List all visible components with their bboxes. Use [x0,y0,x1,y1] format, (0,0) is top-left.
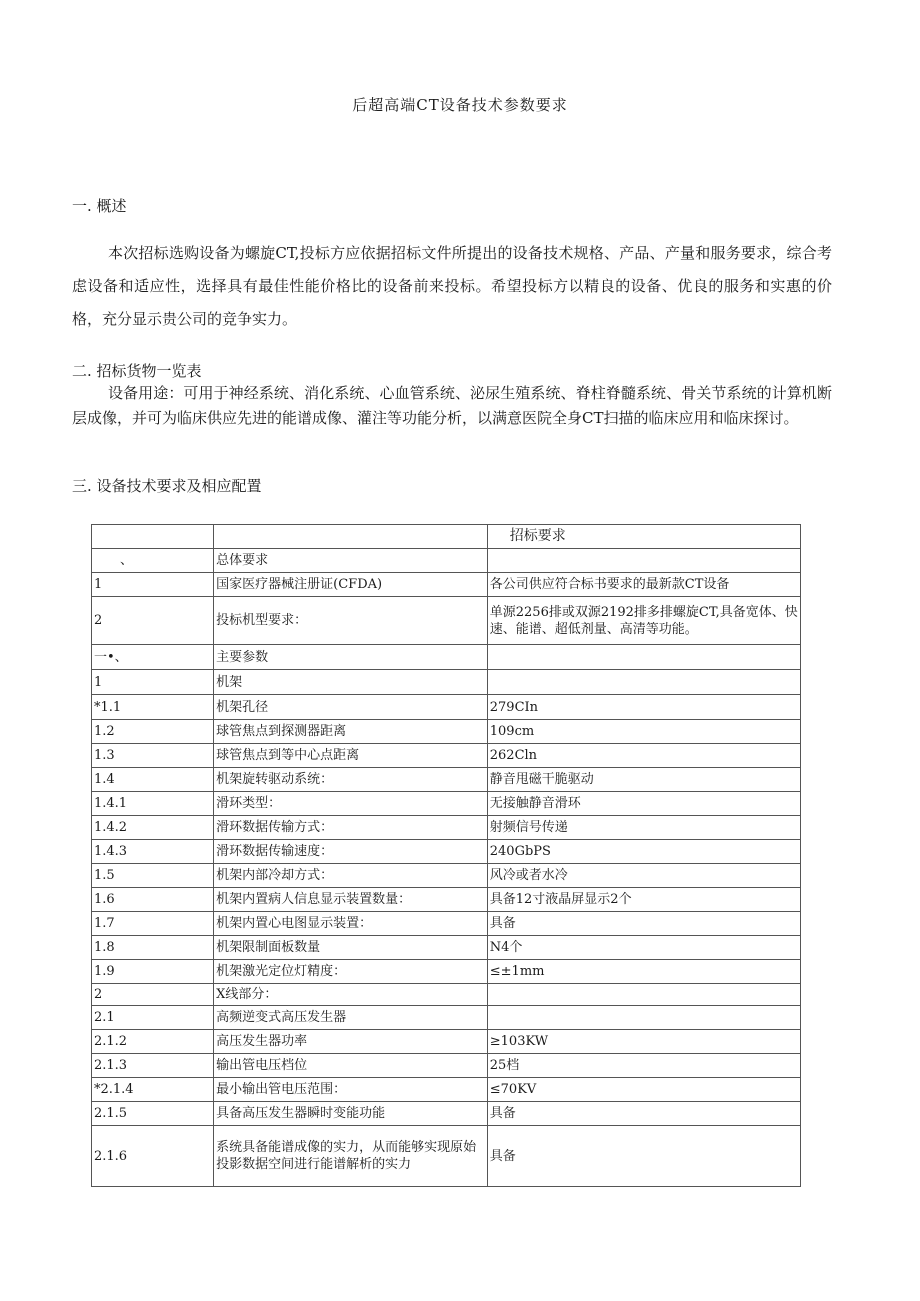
item-name-cell: 高压发生器功率 [214,1030,488,1054]
table-row [92,1126,801,1187]
item-number-cell: 2.1.3 [92,1054,214,1078]
item-name-cell: 输出管电压档位 [214,1054,488,1078]
item-name-cell: X线部分： [214,984,488,1006]
table-row [92,1030,801,1054]
requirement-cell [487,1006,800,1030]
requirement-cell: 25档 [487,1054,800,1078]
table-row [92,1102,801,1126]
item-number-cell: *1.1 [92,695,214,720]
section-heading-goods-list: 二. 招标货物一览表 [72,362,202,380]
requirement-cell: 240GbPS [487,840,800,864]
table-row [92,549,801,573]
item-number-cell: 1.4.2 [92,816,214,840]
table-row [92,1006,801,1030]
item-name-cell: 滑环类型： [214,792,488,816]
item-name-cell: 滑环数据传输速度： [214,840,488,864]
item-name-cell: 国家医疗器械注册证(CFDA) [214,573,488,597]
header-cell [214,525,488,549]
item-number-cell: 一•、 [92,645,214,670]
item-name-cell: 机架旋转驱动系统： [214,768,488,792]
item-number-cell: *2.1.4 [92,1078,214,1102]
table-row [92,840,801,864]
table-row [92,864,801,888]
table-row [92,960,801,984]
table-row [92,597,801,645]
section-heading-overview: 一. 概述 [72,197,127,215]
item-number-cell: 1 [92,573,214,597]
table-row [92,1054,801,1078]
item-number-cell: 1 [92,670,214,695]
item-name-cell: 总体要求 [214,549,488,573]
table-row [92,695,801,720]
item-name-cell: 投标机型要求： [214,597,488,645]
table-row [92,936,801,960]
table-header-row [92,525,801,549]
item-name-cell: 高频逆变式高压发生器 [214,1006,488,1030]
requirement-cell [487,670,800,695]
item-name-cell: 最小输出管电压范围： [214,1078,488,1102]
item-name-cell: 机架内置病人信息显示装置数量： [214,888,488,912]
table-row [92,670,801,695]
spec-table [91,524,801,1187]
table-row [92,792,801,816]
item-name-cell: 机架孔径 [214,695,488,720]
requirement-cell: 279CIn [487,695,800,720]
requirement-cell: 109cm [487,720,800,744]
item-name-cell: 机架激光定位灯精度： [214,960,488,984]
requirement-cell [487,645,800,670]
item-number-cell: 2 [92,597,214,645]
item-number-cell: 2.1.5 [92,1102,214,1126]
table-row [92,573,801,597]
requirement-cell [487,984,800,1006]
requirement-cell: 射频信号传递 [487,816,800,840]
table-row [92,744,801,768]
table-row [92,984,801,1006]
item-name-cell: 球管焦点到探测器距离 [214,720,488,744]
item-number-cell: 1.7 [92,912,214,936]
requirement-cell: 具备 [487,1126,800,1187]
item-name-cell: 滑环数据传输方式： [214,816,488,840]
item-number-cell: 1.8 [92,936,214,960]
table-row [92,912,801,936]
item-name-cell: 系统具备能谱成像的实力，从而能够实现原始投影数据空间进行能谱解析的实力 [214,1126,488,1187]
item-number-cell: 1.4.1 [92,792,214,816]
item-number-cell: 1.4 [92,768,214,792]
table-row [92,768,801,792]
requirement-cell: N4个 [487,936,800,960]
table-row [92,645,801,670]
item-name-cell: 球管焦点到等中心点距离 [214,744,488,768]
requirement-cell: 单源2256排或双源2192排多排螺旋CT,具备宽体、快速、能谱、超低剂量、高清等功能。 [487,597,800,645]
table-row [92,816,801,840]
requirement-cell: 无接触静音滑环 [487,792,800,816]
table-row [92,888,801,912]
item-number-cell: 2 [92,984,214,1006]
item-name-cell: 机架内部冷却方式： [214,864,488,888]
item-name-cell: 具备高压发生器瞬时变能功能 [214,1102,488,1126]
requirement-cell: ≤±1mm [487,960,800,984]
item-name-cell: 机架 [214,670,488,695]
requirement-cell: 具备 [487,912,800,936]
item-name-cell: 机架内置心电图显示装置： [214,912,488,936]
table-row [92,720,801,744]
item-number-cell: 2.1.2 [92,1030,214,1054]
item-number-cell: 1.2 [92,720,214,744]
item-number-cell: 1.5 [92,864,214,888]
requirement-cell: 具备 [487,1102,800,1126]
requirement-cell: 262Cln [487,744,800,768]
requirement-cell: 静音甩磁干脆驱动 [487,768,800,792]
requirement-cell [487,549,800,573]
requirement-cell: 风冷或者水冷 [487,864,800,888]
item-number-cell: 2.1 [92,1006,214,1030]
table-row [92,1078,801,1102]
requirement-cell: ≥103KW [487,1030,800,1054]
item-number-cell: 1.4.3 [92,840,214,864]
document-title: 后超高端CT设备技术参数要求 [352,96,568,114]
goods-purpose-paragraph: 设备用途：可用于神经系统、消化系统、心血管系统、泌尿生殖系统、脊柱脊髓系统、骨关节系统的计算机断层成像，并可为临床供应先进的能谱成像、灌注等功能分析，以满意医院全身CT扫描的临床应用和临床探讨。 [72,384,832,427]
item-name-cell: 主要参数 [214,645,488,670]
item-number-cell: 1.3 [92,744,214,768]
item-number-cell: 1.9 [92,960,214,984]
item-number-cell: 1.6 [92,888,214,912]
header-cell [92,525,214,549]
item-number-cell: 、 [92,549,214,573]
requirement-cell: ≤70KV [487,1078,800,1102]
section-heading-tech-requirements: 三. 设备技术要求及相应配置 [72,477,262,495]
item-number-cell: 2.1.6 [92,1126,214,1187]
requirement-cell: 各公司供应符合标书要求的最新款CT设备 [487,573,800,597]
item-name-cell: 机架限制面板数量 [214,936,488,960]
requirement-cell: 具备12寸液晶屏显示2个 [487,888,800,912]
overview-paragraph: 本次招标选购设备为螺旋CT,投标方应依据招标文件所提出的设备技术规格、产品、产量和服务要求，综合考虑设备和适应性，选择具有最佳性能价格比的设备前来投标。希望投标方以精良的设备、优良的服务和实惠的价格，充分显示贵公司的竞争实力。 [72,244,832,328]
header-cell-requirement: 招标要求 [487,525,800,549]
